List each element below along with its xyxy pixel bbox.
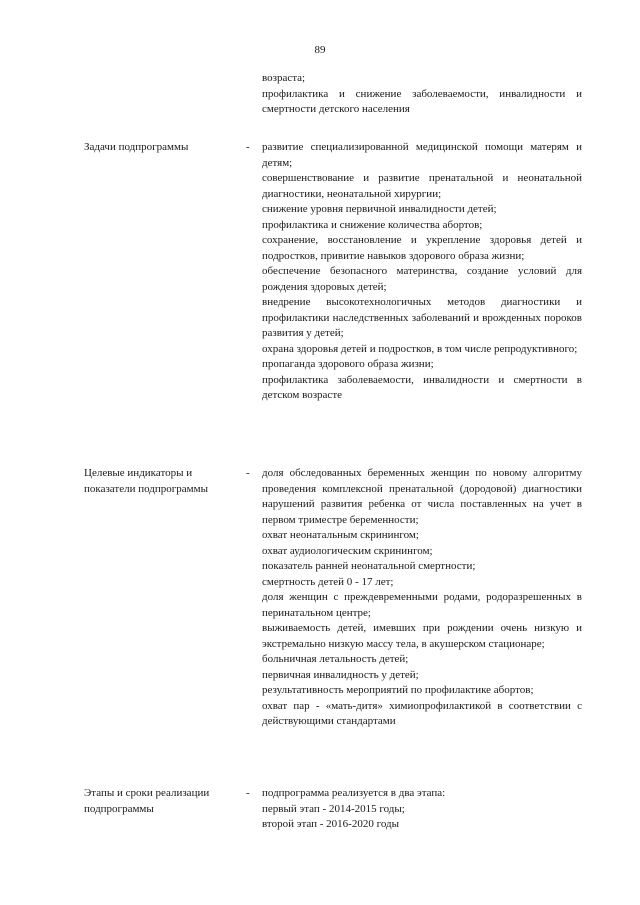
section-dash: - (246, 467, 250, 479)
list-item: пропаганда здорового образа жизни; (262, 358, 434, 370)
section-dash: - (246, 787, 250, 799)
list-item: охват неонатальным скринингом; (262, 529, 419, 541)
continuation-line: возраста; (262, 72, 306, 84)
list-item: обеспечение безопасного материнства, создание условий для рождения здоровых детей; (262, 265, 582, 293)
section-items (262, 140, 582, 404)
list-item: сохранение, восстановление и укрепление здоровья детей и подростков, привитие навыков здорового образа жизни; (262, 234, 582, 262)
list-item: снижение уровня первичной инвалидности детей; (262, 203, 497, 215)
list-item: доля женщин с преждевременными родами, родоразрешенных в перинатальном центре; (262, 591, 582, 619)
list-item: совершенствование и развитие пренатальной и неонатальной диагностики, неонатальной хирургии; (262, 172, 582, 200)
section-label: Целевые индикаторы и показатели подпрограммы (84, 467, 208, 495)
list-item: доля обследованных беременных женщин по новому алгоритму проведения комплексной пренатальной (дородовой) диагностики нарушений развития ребенка от числа поставленных на учет в первом триместре беременности; (262, 467, 582, 526)
list-item: внедрение высокотехнологичных методов диагностики и профилактики наследственных заболеваний и врожденных пороков развития у детей; (262, 296, 582, 339)
section-label: Задачи подпрограммы (84, 141, 189, 153)
continuation-text (262, 71, 582, 118)
list-item: подпрограмма реализуется в два этапа: (262, 787, 446, 799)
list-item: охват пар - «мать-дитя» химиопрофилактикой в соответствии с действующими стандартами (262, 699, 582, 727)
list-item: больничная летальность детей; (262, 653, 409, 665)
section-label: Этапы и сроки реализации подпрограммы (84, 787, 210, 815)
list-item: профилактика и снижение количества абортов; (262, 218, 483, 231)
list-item: охват аудиологическим скринингом; (262, 544, 433, 557)
list-item: показатель ранней неонатальной смертности; (262, 560, 476, 572)
list-item: первичная инвалидность у детей; (262, 668, 419, 681)
page-number: 89 (314, 44, 326, 56)
list-item: развитие специализированной медицинской помощи матерям и детям; (262, 141, 582, 169)
section-items (262, 466, 582, 730)
list-item: первый этап - 2014-2015 годы; (262, 802, 405, 815)
section-dash: - (246, 141, 250, 153)
list-item: профилактика заболеваемости, инвалидности и смертности в детском возрасте (262, 373, 582, 401)
list-item: смертность детей 0 - 17 лет; (262, 575, 394, 588)
list-item: второй этап - 2016-2020 годы (262, 818, 399, 830)
list-item: выживаемость детей, имевших при рождении очень низкую и экстремально низкую массу тела, в акушерском стационаре; (262, 622, 582, 650)
list-item: охрана здоровья детей и подростков, в том числе репродуктивного; (262, 342, 578, 355)
continuation-line: профилактика и снижение заболеваемости, инвалидности и смертности детского населения (262, 87, 582, 115)
section-items (262, 786, 582, 833)
list-item: результативность мероприятий по профилактике абортов; (262, 684, 534, 696)
